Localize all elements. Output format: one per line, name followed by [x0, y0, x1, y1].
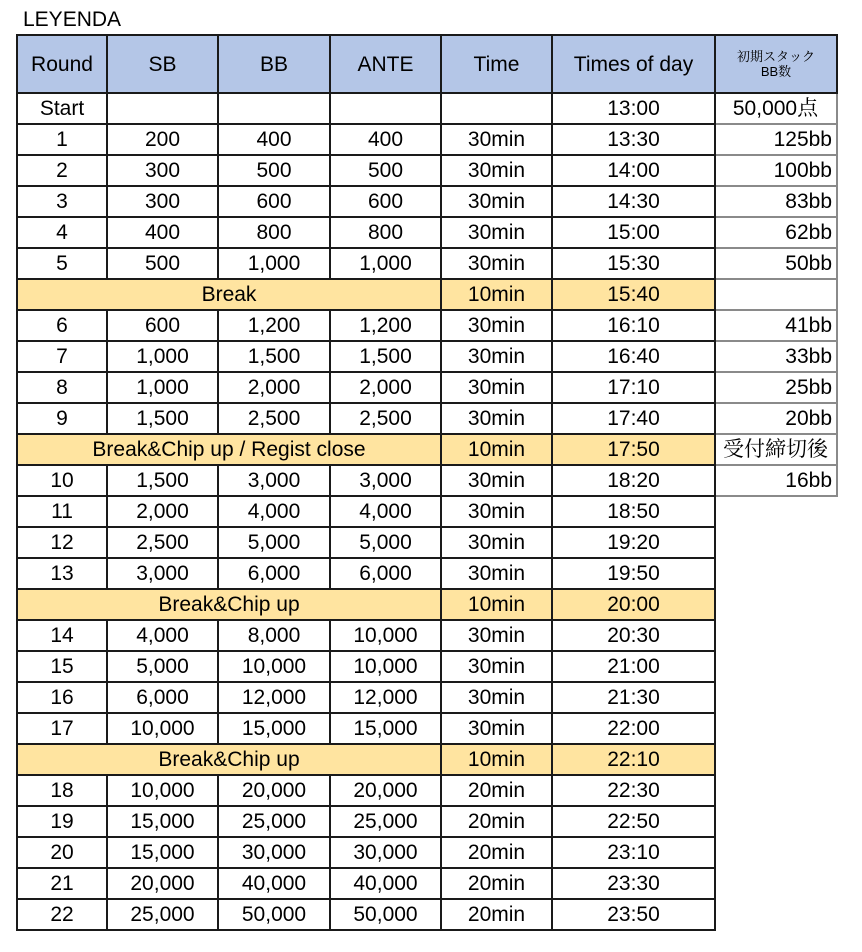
- round-cell: 3: [17, 186, 107, 217]
- sb-cell: 15,000: [107, 837, 218, 868]
- level-row: [17, 837, 837, 868]
- round-cell: 17: [17, 713, 107, 744]
- time-of-day-cell: 19:20: [552, 527, 715, 558]
- ante-cell: 10,000: [330, 620, 441, 651]
- round-cell: 16: [17, 682, 107, 713]
- time-cell: 10min: [441, 434, 552, 465]
- header-initial-stack-line1: 初期スタック: [736, 49, 815, 64]
- ante-cell: 1,000: [330, 248, 441, 279]
- sb-cell: 300: [107, 155, 218, 186]
- time-of-day-cell: 19:50: [552, 558, 715, 589]
- sb-cell: 600: [107, 310, 218, 341]
- level-row: [17, 806, 837, 837]
- time-cell: 20min: [441, 837, 552, 868]
- round-cell: 14: [17, 620, 107, 651]
- level-row: [17, 217, 837, 248]
- ante-cell: 25,000: [330, 806, 441, 837]
- level-row: [17, 403, 837, 434]
- ante-cell: 15,000: [330, 713, 441, 744]
- initial-stack-cell: 25bb: [715, 372, 837, 403]
- time-cell: 10min: [441, 589, 552, 620]
- ante-cell: 600: [330, 186, 441, 217]
- round-cell: 9: [17, 403, 107, 434]
- round-cell: 21: [17, 868, 107, 899]
- initial-stack-cell: 41bb: [715, 310, 837, 341]
- sb-cell: 200: [107, 124, 218, 155]
- level-row: [17, 465, 837, 496]
- sb-cell: 25,000: [107, 899, 218, 930]
- sb-cell: 400: [107, 217, 218, 248]
- bb-cell: 12,000: [218, 682, 330, 713]
- blank-cell: [715, 620, 837, 651]
- blank-cell: [715, 682, 837, 713]
- time-of-day-cell: 15:30: [552, 248, 715, 279]
- bb-cell: 50,000: [218, 899, 330, 930]
- level-row: [17, 341, 837, 372]
- sb-cell: 15,000: [107, 806, 218, 837]
- blank-cell: [715, 837, 837, 868]
- time-of-day-cell: 17:50: [552, 434, 715, 465]
- blind-structure-table: [16, 34, 838, 931]
- bb-cell: 10,000: [218, 651, 330, 682]
- time-cell: [441, 93, 552, 124]
- round-cell: 20: [17, 837, 107, 868]
- bb-cell: 4,000: [218, 496, 330, 527]
- round-cell: 11: [17, 496, 107, 527]
- level-row: [17, 651, 837, 682]
- time-of-day-cell: 14:00: [552, 155, 715, 186]
- time-cell: 30min: [441, 403, 552, 434]
- initial-stack-cell: 62bb: [715, 217, 837, 248]
- time-cell: 20min: [441, 806, 552, 837]
- sb-cell: 6,000: [107, 682, 218, 713]
- level-row: [17, 775, 837, 806]
- time-cell: 10min: [441, 744, 552, 775]
- ante-cell: 12,000: [330, 682, 441, 713]
- ante-cell: [330, 93, 441, 124]
- bb-cell: 8,000: [218, 620, 330, 651]
- bb-cell: 600: [218, 186, 330, 217]
- break-row: [17, 434, 837, 465]
- sb-cell: 1,000: [107, 341, 218, 372]
- ante-cell: 40,000: [330, 868, 441, 899]
- sb-cell: 2,500: [107, 527, 218, 558]
- bb-cell: 15,000: [218, 713, 330, 744]
- time-cell: 30min: [441, 465, 552, 496]
- time-cell: 30min: [441, 124, 552, 155]
- time-of-day-cell: 17:40: [552, 403, 715, 434]
- time-cell: 30min: [441, 527, 552, 558]
- time-of-day-cell: 18:20: [552, 465, 715, 496]
- break-label: Break&Chip up: [17, 589, 441, 620]
- ante-cell: 1,200: [330, 310, 441, 341]
- bb-cell: 500: [218, 155, 330, 186]
- initial-stack-cell: 33bb: [715, 341, 837, 372]
- round-cell: 12: [17, 527, 107, 558]
- time-cell: 30min: [441, 310, 552, 341]
- time-cell: 30min: [441, 558, 552, 589]
- round-cell: 15: [17, 651, 107, 682]
- time-of-day-cell: 21:30: [552, 682, 715, 713]
- ante-cell: 30,000: [330, 837, 441, 868]
- bb-cell: 20,000: [218, 775, 330, 806]
- header-bb: BB: [218, 35, 330, 93]
- time-cell: 30min: [441, 248, 552, 279]
- ante-cell: 500: [330, 155, 441, 186]
- round-cell: 8: [17, 372, 107, 403]
- time-of-day-cell: 22:30: [552, 775, 715, 806]
- ante-cell: 20,000: [330, 775, 441, 806]
- time-cell: 30min: [441, 217, 552, 248]
- sb-cell: 1,000: [107, 372, 218, 403]
- header-initial-stack: [715, 35, 837, 93]
- ante-cell: 1,500: [330, 341, 441, 372]
- time-cell: 30min: [441, 186, 552, 217]
- level-row: [17, 868, 837, 899]
- sb-cell: 1,500: [107, 465, 218, 496]
- blank-cell: [715, 868, 837, 899]
- time-of-day-cell: 16:10: [552, 310, 715, 341]
- ante-cell: 3,000: [330, 465, 441, 496]
- header-round: Round: [17, 35, 107, 93]
- blank-cell: [715, 496, 837, 527]
- level-row: [17, 496, 837, 527]
- level-row: [17, 558, 837, 589]
- time-of-day-cell: 22:50: [552, 806, 715, 837]
- sb-cell: 20,000: [107, 868, 218, 899]
- sb-cell: 10,000: [107, 713, 218, 744]
- ante-cell: 400: [330, 124, 441, 155]
- time-of-day-cell: 13:00: [552, 93, 715, 124]
- ante-cell: 2,500: [330, 403, 441, 434]
- round-cell: 7: [17, 341, 107, 372]
- round-cell: 19: [17, 806, 107, 837]
- time-of-day-cell: 20:30: [552, 620, 715, 651]
- break-row: [17, 744, 837, 775]
- sb-cell: 500: [107, 248, 218, 279]
- time-cell: 30min: [441, 682, 552, 713]
- time-cell: 20min: [441, 868, 552, 899]
- sb-cell: 1,500: [107, 403, 218, 434]
- sb-cell: 10,000: [107, 775, 218, 806]
- ante-cell: 10,000: [330, 651, 441, 682]
- level-row: [17, 155, 837, 186]
- time-of-day-cell: 22:10: [552, 744, 715, 775]
- time-of-day-cell: 18:50: [552, 496, 715, 527]
- sb-cell: 3,000: [107, 558, 218, 589]
- level-row: [17, 248, 837, 279]
- ante-cell: 2,000: [330, 372, 441, 403]
- initial-stack-cell: 50bb: [715, 248, 837, 279]
- time-cell: 10min: [441, 279, 552, 310]
- time-of-day-cell: 21:00: [552, 651, 715, 682]
- ante-cell: 4,000: [330, 496, 441, 527]
- time-cell: 30min: [441, 155, 552, 186]
- time-of-day-cell: 23:30: [552, 868, 715, 899]
- level-row: [17, 682, 837, 713]
- bb-cell: 800: [218, 217, 330, 248]
- initial-stack-cell: 16bb: [715, 465, 837, 496]
- round-cell: 1: [17, 124, 107, 155]
- time-cell: 30min: [441, 372, 552, 403]
- round-cell: 6: [17, 310, 107, 341]
- bb-cell: 2,000: [218, 372, 330, 403]
- time-of-day-cell: 23:10: [552, 837, 715, 868]
- initial-stack-cell: 125bb: [715, 124, 837, 155]
- bb-cell: 6,000: [218, 558, 330, 589]
- bb-cell: 1,000: [218, 248, 330, 279]
- time-of-day-cell: 22:00: [552, 713, 715, 744]
- time-of-day-cell: 15:00: [552, 217, 715, 248]
- round-cell: 4: [17, 217, 107, 248]
- time-of-day-cell: 15:40: [552, 279, 715, 310]
- time-of-day-cell: 20:00: [552, 589, 715, 620]
- bb-cell: 1,200: [218, 310, 330, 341]
- level-row: [17, 310, 837, 341]
- bb-cell: 2,500: [218, 403, 330, 434]
- time-of-day-cell: 23:50: [552, 899, 715, 930]
- blank-cell: [715, 527, 837, 558]
- ante-cell: 800: [330, 217, 441, 248]
- time-cell: 30min: [441, 651, 552, 682]
- initial-stack-cell: 20bb: [715, 403, 837, 434]
- initial-stack-cell: 50,000点: [715, 93, 837, 124]
- bb-cell: 40,000: [218, 868, 330, 899]
- time-cell: 20min: [441, 775, 552, 806]
- header-times-of-day: Times of day: [552, 35, 715, 93]
- sb-cell: 4,000: [107, 620, 218, 651]
- header-ante: ANTE: [330, 35, 441, 93]
- header-row: [17, 35, 837, 93]
- break-label: Break: [17, 279, 441, 310]
- blank-cell: [715, 651, 837, 682]
- time-cell: 30min: [441, 620, 552, 651]
- time-cell: 30min: [441, 496, 552, 527]
- level-row: [17, 93, 837, 124]
- round-cell: Start: [17, 93, 107, 124]
- level-row: [17, 186, 837, 217]
- break-label: Break&Chip up / Regist close: [17, 434, 441, 465]
- header-time: Time: [441, 35, 552, 93]
- level-row: [17, 124, 837, 155]
- initial-stack-cell: [715, 279, 837, 310]
- blank-cell: [715, 713, 837, 744]
- initial-stack-cell: 100bb: [715, 155, 837, 186]
- level-row: [17, 527, 837, 558]
- level-row: [17, 899, 837, 930]
- round-cell: 10: [17, 465, 107, 496]
- level-row: [17, 620, 837, 651]
- blank-cell: [715, 806, 837, 837]
- ante-cell: 50,000: [330, 899, 441, 930]
- bb-cell: 25,000: [218, 806, 330, 837]
- bb-cell: 400: [218, 124, 330, 155]
- time-of-day-cell: 14:30: [552, 186, 715, 217]
- sb-cell: 300: [107, 186, 218, 217]
- ante-cell: 6,000: [330, 558, 441, 589]
- sb-cell: [107, 93, 218, 124]
- round-cell: 13: [17, 558, 107, 589]
- initial-stack-cell: 受付締切後: [715, 434, 837, 465]
- round-cell: 22: [17, 899, 107, 930]
- time-of-day-cell: 17:10: [552, 372, 715, 403]
- break-label: Break&Chip up: [17, 744, 441, 775]
- blank-cell: [715, 589, 837, 620]
- blank-cell: [715, 775, 837, 806]
- header-sb: SB: [107, 35, 218, 93]
- level-row: [17, 372, 837, 403]
- sb-cell: 2,000: [107, 496, 218, 527]
- header-initial-stack-line2: BB数: [760, 64, 792, 79]
- time-cell: 20min: [441, 899, 552, 930]
- blank-cell: [715, 558, 837, 589]
- time-cell: 30min: [441, 713, 552, 744]
- round-cell: 18: [17, 775, 107, 806]
- bb-cell: 30,000: [218, 837, 330, 868]
- break-row: [17, 279, 837, 310]
- time-of-day-cell: 16:40: [552, 341, 715, 372]
- ante-cell: 5,000: [330, 527, 441, 558]
- break-row: [17, 589, 837, 620]
- time-cell: 30min: [441, 341, 552, 372]
- bb-cell: 5,000: [218, 527, 330, 558]
- blank-cell: [715, 899, 837, 930]
- round-cell: 5: [17, 248, 107, 279]
- time-of-day-cell: 13:30: [552, 124, 715, 155]
- bb-cell: 3,000: [218, 465, 330, 496]
- blank-cell: [715, 744, 837, 775]
- round-cell: 2: [17, 155, 107, 186]
- level-row: [17, 713, 837, 744]
- bb-cell: 1,500: [218, 341, 330, 372]
- bb-cell: [218, 93, 330, 124]
- sb-cell: 5,000: [107, 651, 218, 682]
- sheet-title: LEYENDA: [23, 8, 122, 31]
- initial-stack-cell: 83bb: [715, 186, 837, 217]
